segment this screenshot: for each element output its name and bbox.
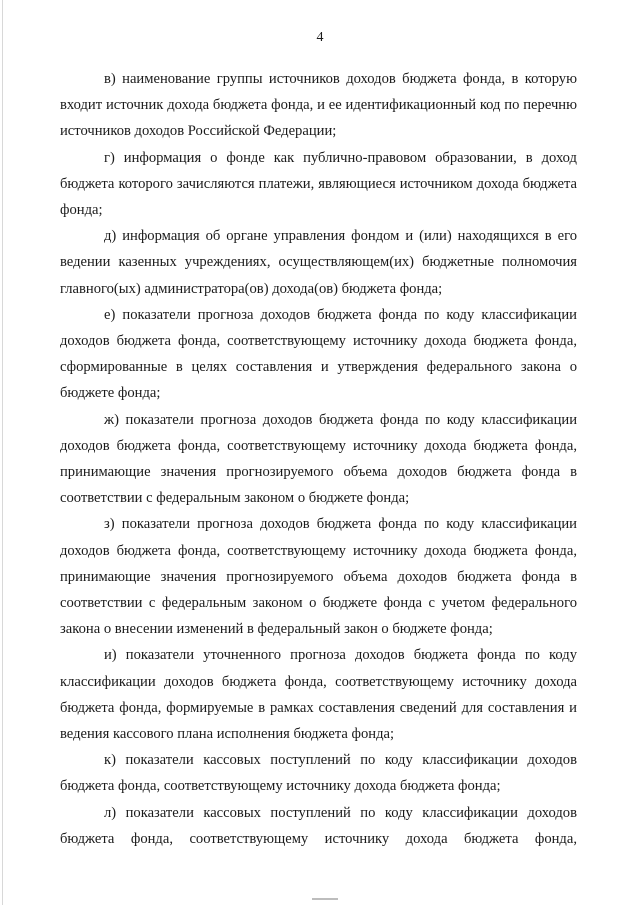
document-body (60, 66, 577, 852)
paragraph-d: д) информация об органе управления фондом и (или) находящихся в его ведении казенных учреждениях, осуществляющем(их) бюджетные полномочия главного(ых) администратора(ов) дохода(ов) бюджета фонда; (60, 228, 577, 297)
page-edge-shadow (2, 0, 3, 905)
paragraph-g: г) информация о фонде как публично-правовом образовании, в доход бюджета которого зачисляются платежи, являющиеся источником дохода бюджета фонда; (60, 149, 577, 219)
paragraph-zh: ж) показатели прогноза доходов бюджета фонда по коду классификации доходов бюджета фонда, соответствующему источнику дохода бюджета фонда, принимающие значения прогнозируемого объема доходов бюджета фонда в соответствии с федеральным законом о бюджете фонда; (60, 411, 577, 507)
paragraph-k: к) показатели кассовых поступлений по коду классификации доходов бюджета фонда, соответствующему источнику дохода бюджета фонда; (60, 752, 577, 795)
scan-artifact-mark (312, 898, 338, 900)
paragraph-v: в) наименование группы источников доходов бюджета фонда, в которую входит источник дохода бюджета фонда, и ее идентификационный код по перечню источников доходов Российской Федерации; (60, 71, 577, 140)
paragraph-e: е) показатели прогноза доходов бюджета фонда по коду классификации доходов бюджета фонда, соответствующему источнику дохода бюджета фонда, сформированные в целях составления и утверждения федерального закона о бюджете фонда; (60, 306, 577, 402)
page-number: 4 (316, 30, 324, 45)
paragraph-z: з) показатели прогноза доходов бюджета фонда по коду классификации доходов бюджета фонда, соответствующему источнику дохода бюджета фонда, принимающие значения прогнозируемого объема доходов бюджета фонда в соответствии с федеральным законом о бюджете фонда с учетом федерального закона о внесении изменений в федеральный закон о бюджете фонда; (60, 516, 577, 638)
paragraph-l: л) показатели кассовых поступлений по коду классификации доходов бюджета фонда, соответствующему источнику дохода бюджета фонда, (60, 804, 577, 847)
paragraph-i: и) показатели уточненного прогноза доходов бюджета фонда по коду классификации доходов бюджета фонда, соответствующему источнику дохода бюджета фонда, формируемые в рамках составления сведений для составления и ведения кассового плана исполнения бюджета фонда; (60, 647, 577, 743)
